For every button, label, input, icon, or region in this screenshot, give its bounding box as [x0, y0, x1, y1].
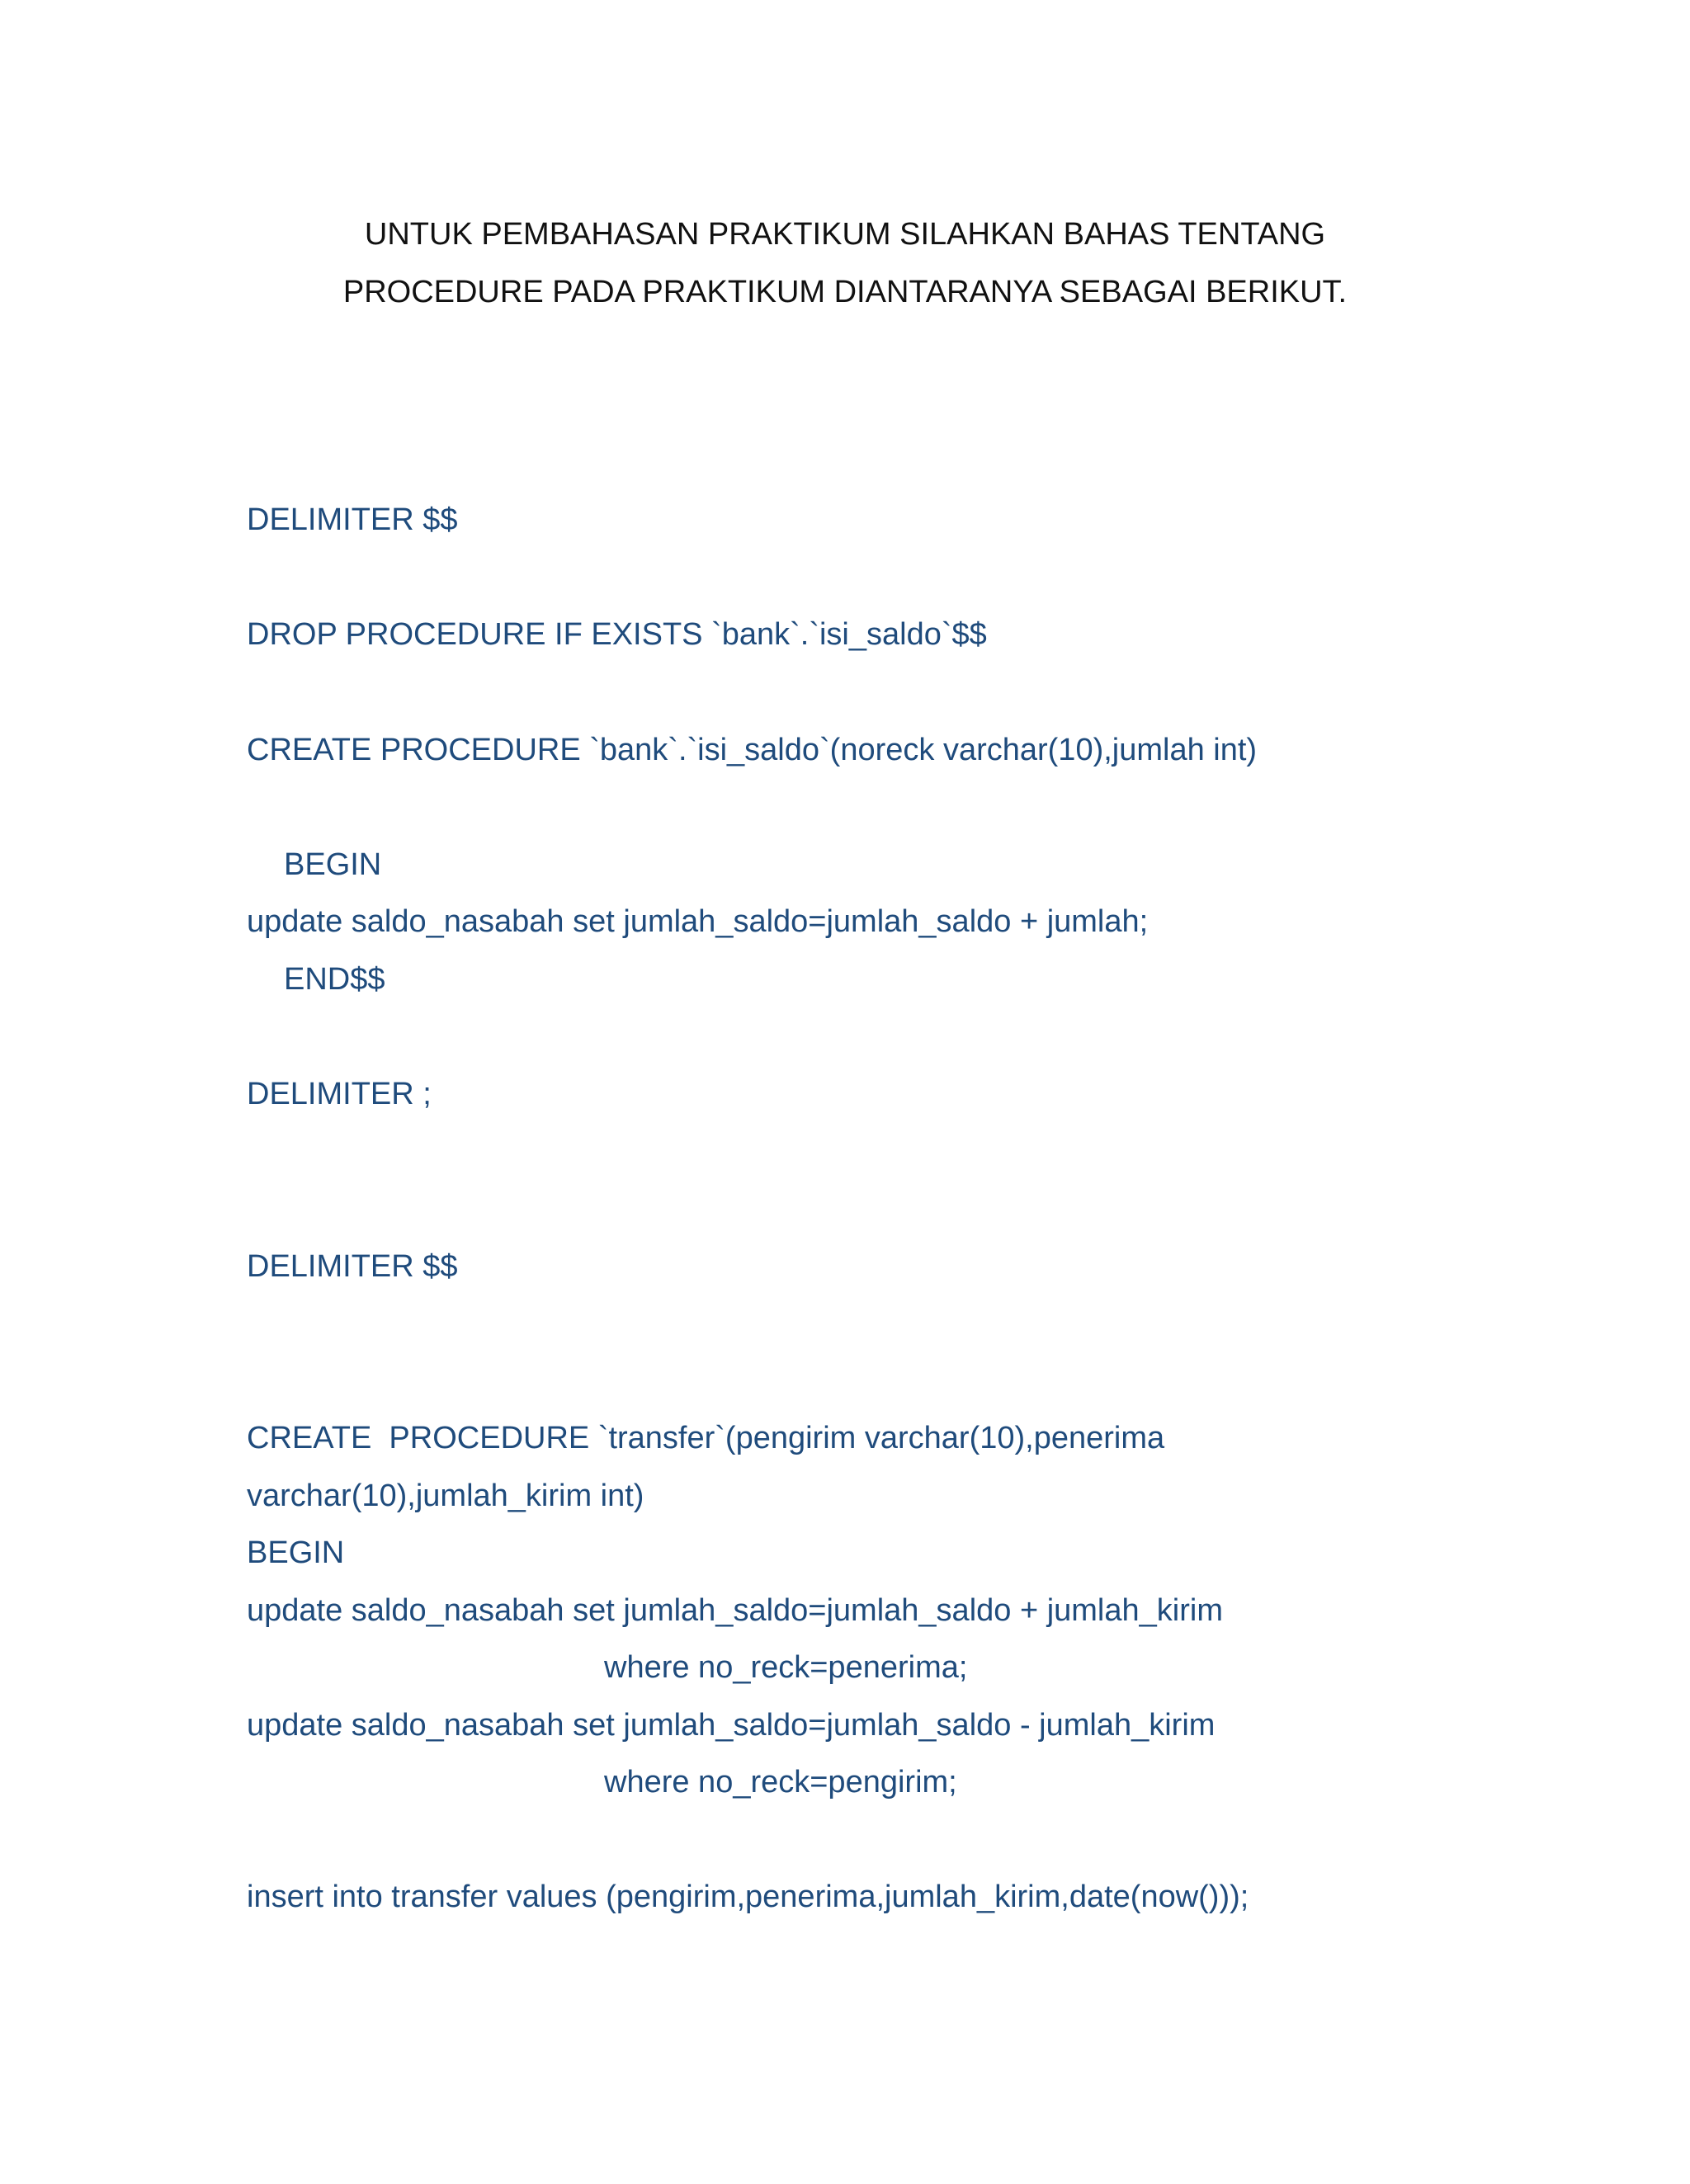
code-line-update-pengirim: update saldo_nasabah set jumlah_saldo=jumlah_saldo - jumlah_kirim [247, 1708, 1216, 1743]
code-line-create-transfer: CREATE PROCEDURE `transfer`(pengirim varchar(10),penerima [247, 1421, 1165, 1455]
code-line-begin-2: BEGIN [247, 1535, 345, 1570]
code-line-create-isi-saldo: CREATE PROCEDURE `bank`.`isi_saldo`(noreck varchar(10),jumlah int) [247, 733, 1258, 767]
code-line-delimiter-1: DELIMITER $$ [247, 502, 458, 537]
code-line-end: END$$ [284, 962, 385, 997]
code-line-insert-transfer: insert into transfer values (pengirim,penerima,jumlah_kirim,date(now())); [247, 1880, 1249, 1914]
code-line-begin-1: BEGIN [284, 847, 382, 882]
code-line-update-penerima: update saldo_nasabah set jumlah_saldo=jumlah_saldo + jumlah_kirim [247, 1593, 1223, 1628]
code-line-delimiter-semicolon: DELIMITER ; [247, 1077, 432, 1111]
code-line-where-penerima: where no_reck=penerima; [604, 1650, 968, 1685]
code-line-delimiter-2: DELIMITER $$ [247, 1249, 458, 1284]
code-line-transfer-params: varchar(10),jumlah_kirim int) [247, 1479, 644, 1513]
code-line-drop-procedure: DROP PROCEDURE IF EXISTS `bank`.`isi_saldo`$$ [247, 617, 987, 652]
code-line-where-pengirim: where no_reck=pengirim; [604, 1765, 957, 1800]
heading-line-1: UNTUK PEMBAHASAN PRAKTIKUM SILAHKAN BAHAS TENTANG [364, 217, 1326, 252]
heading-line-2: PROCEDURE PADA PRAKTIKUM DIANTARANYA SEBAGAI BERIKUT. [342, 275, 1348, 309]
code-line-update-saldo: update saldo_nasabah set jumlah_saldo=jumlah_saldo + jumlah; [247, 904, 1149, 939]
